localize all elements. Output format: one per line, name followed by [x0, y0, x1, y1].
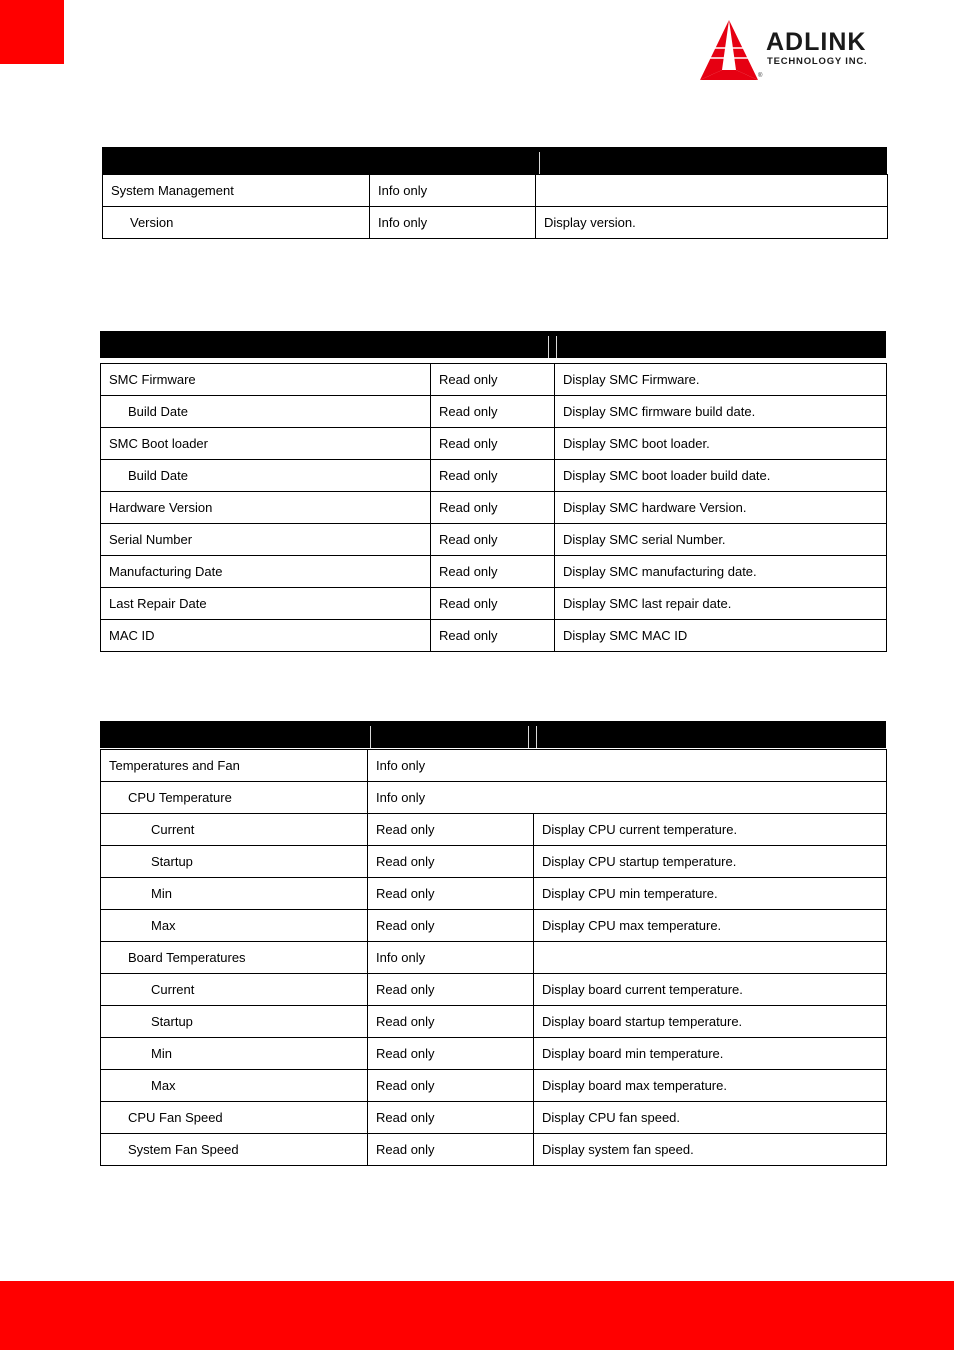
item-access: Read only	[431, 428, 555, 460]
item-description: Display SMC manufacturing date.	[555, 556, 887, 588]
table-row	[101, 1102, 887, 1134]
table-row	[101, 492, 887, 524]
item-access: Info only	[368, 750, 887, 782]
table-row	[101, 814, 887, 846]
item-access: Read only	[431, 524, 555, 556]
header-separator	[370, 726, 371, 748]
item-description: Display SMC MAC ID	[555, 620, 887, 652]
item-description: Display SMC boot loader build date.	[555, 460, 887, 492]
corner-accent-block	[0, 0, 64, 64]
item-access: Info only	[370, 175, 536, 207]
item-description: Display board max temperature.	[534, 1070, 887, 1102]
item-name: CPU Fan Speed	[101, 1102, 368, 1134]
item-description: Display CPU fan speed.	[534, 1102, 887, 1134]
item-access: Read only	[431, 556, 555, 588]
table-row	[101, 1134, 887, 1166]
table2-header-bar	[100, 331, 886, 358]
footer-bar	[0, 1281, 954, 1350]
item-name: Current	[101, 974, 368, 1006]
item-access: Read only	[431, 396, 555, 428]
item-access: Read only	[368, 1038, 534, 1070]
item-name: Version	[103, 207, 370, 239]
item-access: Read only	[431, 364, 555, 396]
table1-header-bar	[102, 147, 887, 174]
table-row	[101, 750, 887, 782]
item-access: Read only	[368, 910, 534, 942]
table-row	[101, 620, 887, 652]
item-access: Read only	[368, 1102, 534, 1134]
table-row	[101, 524, 887, 556]
brand-logo	[696, 18, 906, 84]
item-description: Display SMC hardware Version.	[555, 492, 887, 524]
item-description: Display SMC last repair date.	[555, 588, 887, 620]
table-row	[101, 1070, 887, 1102]
header-separator	[528, 726, 529, 748]
item-access: Read only	[368, 1006, 534, 1038]
table-row	[101, 556, 887, 588]
item-description: Display SMC firmware build date.	[555, 396, 887, 428]
item-access: Read only	[368, 878, 534, 910]
table-row	[101, 878, 887, 910]
item-access: Read only	[431, 620, 555, 652]
item-access: Info only	[368, 942, 534, 974]
item-name: Min	[101, 1038, 368, 1070]
item-description: Display board current temperature.	[534, 974, 887, 1006]
item-access: Read only	[368, 846, 534, 878]
item-description: Display CPU min temperature.	[534, 878, 887, 910]
item-description: Display SMC Firmware.	[555, 364, 887, 396]
table-row	[101, 910, 887, 942]
item-name: Build Date	[101, 460, 431, 492]
item-name: Temperatures and Fan	[101, 750, 368, 782]
item-name: SMC Firmware	[101, 364, 431, 396]
item-description: Display version.	[536, 207, 888, 239]
item-description: Display system fan speed.	[534, 1134, 887, 1166]
table-row	[101, 364, 887, 396]
item-name: SMC Boot loader	[101, 428, 431, 460]
item-name: Serial Number	[101, 524, 431, 556]
item-name: Manufacturing Date	[101, 556, 431, 588]
item-description: Display CPU current temperature.	[534, 814, 887, 846]
item-description	[534, 942, 887, 974]
item-name: System Fan Speed	[101, 1134, 368, 1166]
item-name: Last Repair Date	[101, 588, 431, 620]
brand-name: ADLINK	[766, 28, 867, 56]
table-row	[101, 974, 887, 1006]
table-row	[101, 782, 887, 814]
brand-triangle-icon	[696, 18, 762, 84]
item-access: Read only	[368, 1070, 534, 1102]
item-access: Read only	[431, 492, 555, 524]
table-row	[101, 1038, 887, 1070]
item-name: CPU Temperature	[101, 782, 368, 814]
table-row	[103, 175, 888, 207]
item-name: Startup	[101, 1006, 368, 1038]
item-access: Info only	[370, 207, 536, 239]
table-temperatures-and-fan	[100, 749, 887, 1166]
header-separator	[548, 336, 549, 358]
table-row	[101, 942, 887, 974]
item-name: Build Date	[101, 396, 431, 428]
item-name: Startup	[101, 846, 368, 878]
table-row	[101, 846, 887, 878]
item-description: Display SMC serial Number.	[555, 524, 887, 556]
item-description: Display CPU startup temperature.	[534, 846, 887, 878]
table-row	[101, 428, 887, 460]
item-name: Hardware Version	[101, 492, 431, 524]
item-name: System Management	[103, 175, 370, 207]
item-access: Info only	[368, 782, 887, 814]
header-separator	[536, 726, 537, 748]
item-access: Read only	[368, 1134, 534, 1166]
brand-tagline: TECHNOLOGY INC.	[767, 56, 868, 67]
item-access: Read only	[368, 974, 534, 1006]
table-row	[101, 588, 887, 620]
table-row	[101, 460, 887, 492]
table-smc-info	[100, 363, 887, 652]
item-name: MAC ID	[101, 620, 431, 652]
item-description: Display board min temperature.	[534, 1038, 887, 1070]
header-separator	[556, 336, 557, 358]
table3-header-bar	[100, 721, 886, 748]
item-name: Max	[101, 1070, 368, 1102]
header-separator	[539, 152, 540, 174]
item-access: Read only	[368, 814, 534, 846]
table-row	[101, 1006, 887, 1038]
item-name: Board Temperatures	[101, 942, 368, 974]
item-name: Current	[101, 814, 368, 846]
registered-mark: ®	[758, 73, 763, 79]
table-system-management	[102, 174, 888, 239]
item-name: Max	[101, 910, 368, 942]
item-description	[536, 175, 888, 207]
table-row	[101, 396, 887, 428]
item-description: Display board startup temperature.	[534, 1006, 887, 1038]
item-access: Read only	[431, 460, 555, 492]
item-name: Min	[101, 878, 368, 910]
item-description: Display SMC boot loader.	[555, 428, 887, 460]
item-description: Display CPU max temperature.	[534, 910, 887, 942]
table-row	[103, 207, 888, 239]
item-access: Read only	[431, 588, 555, 620]
